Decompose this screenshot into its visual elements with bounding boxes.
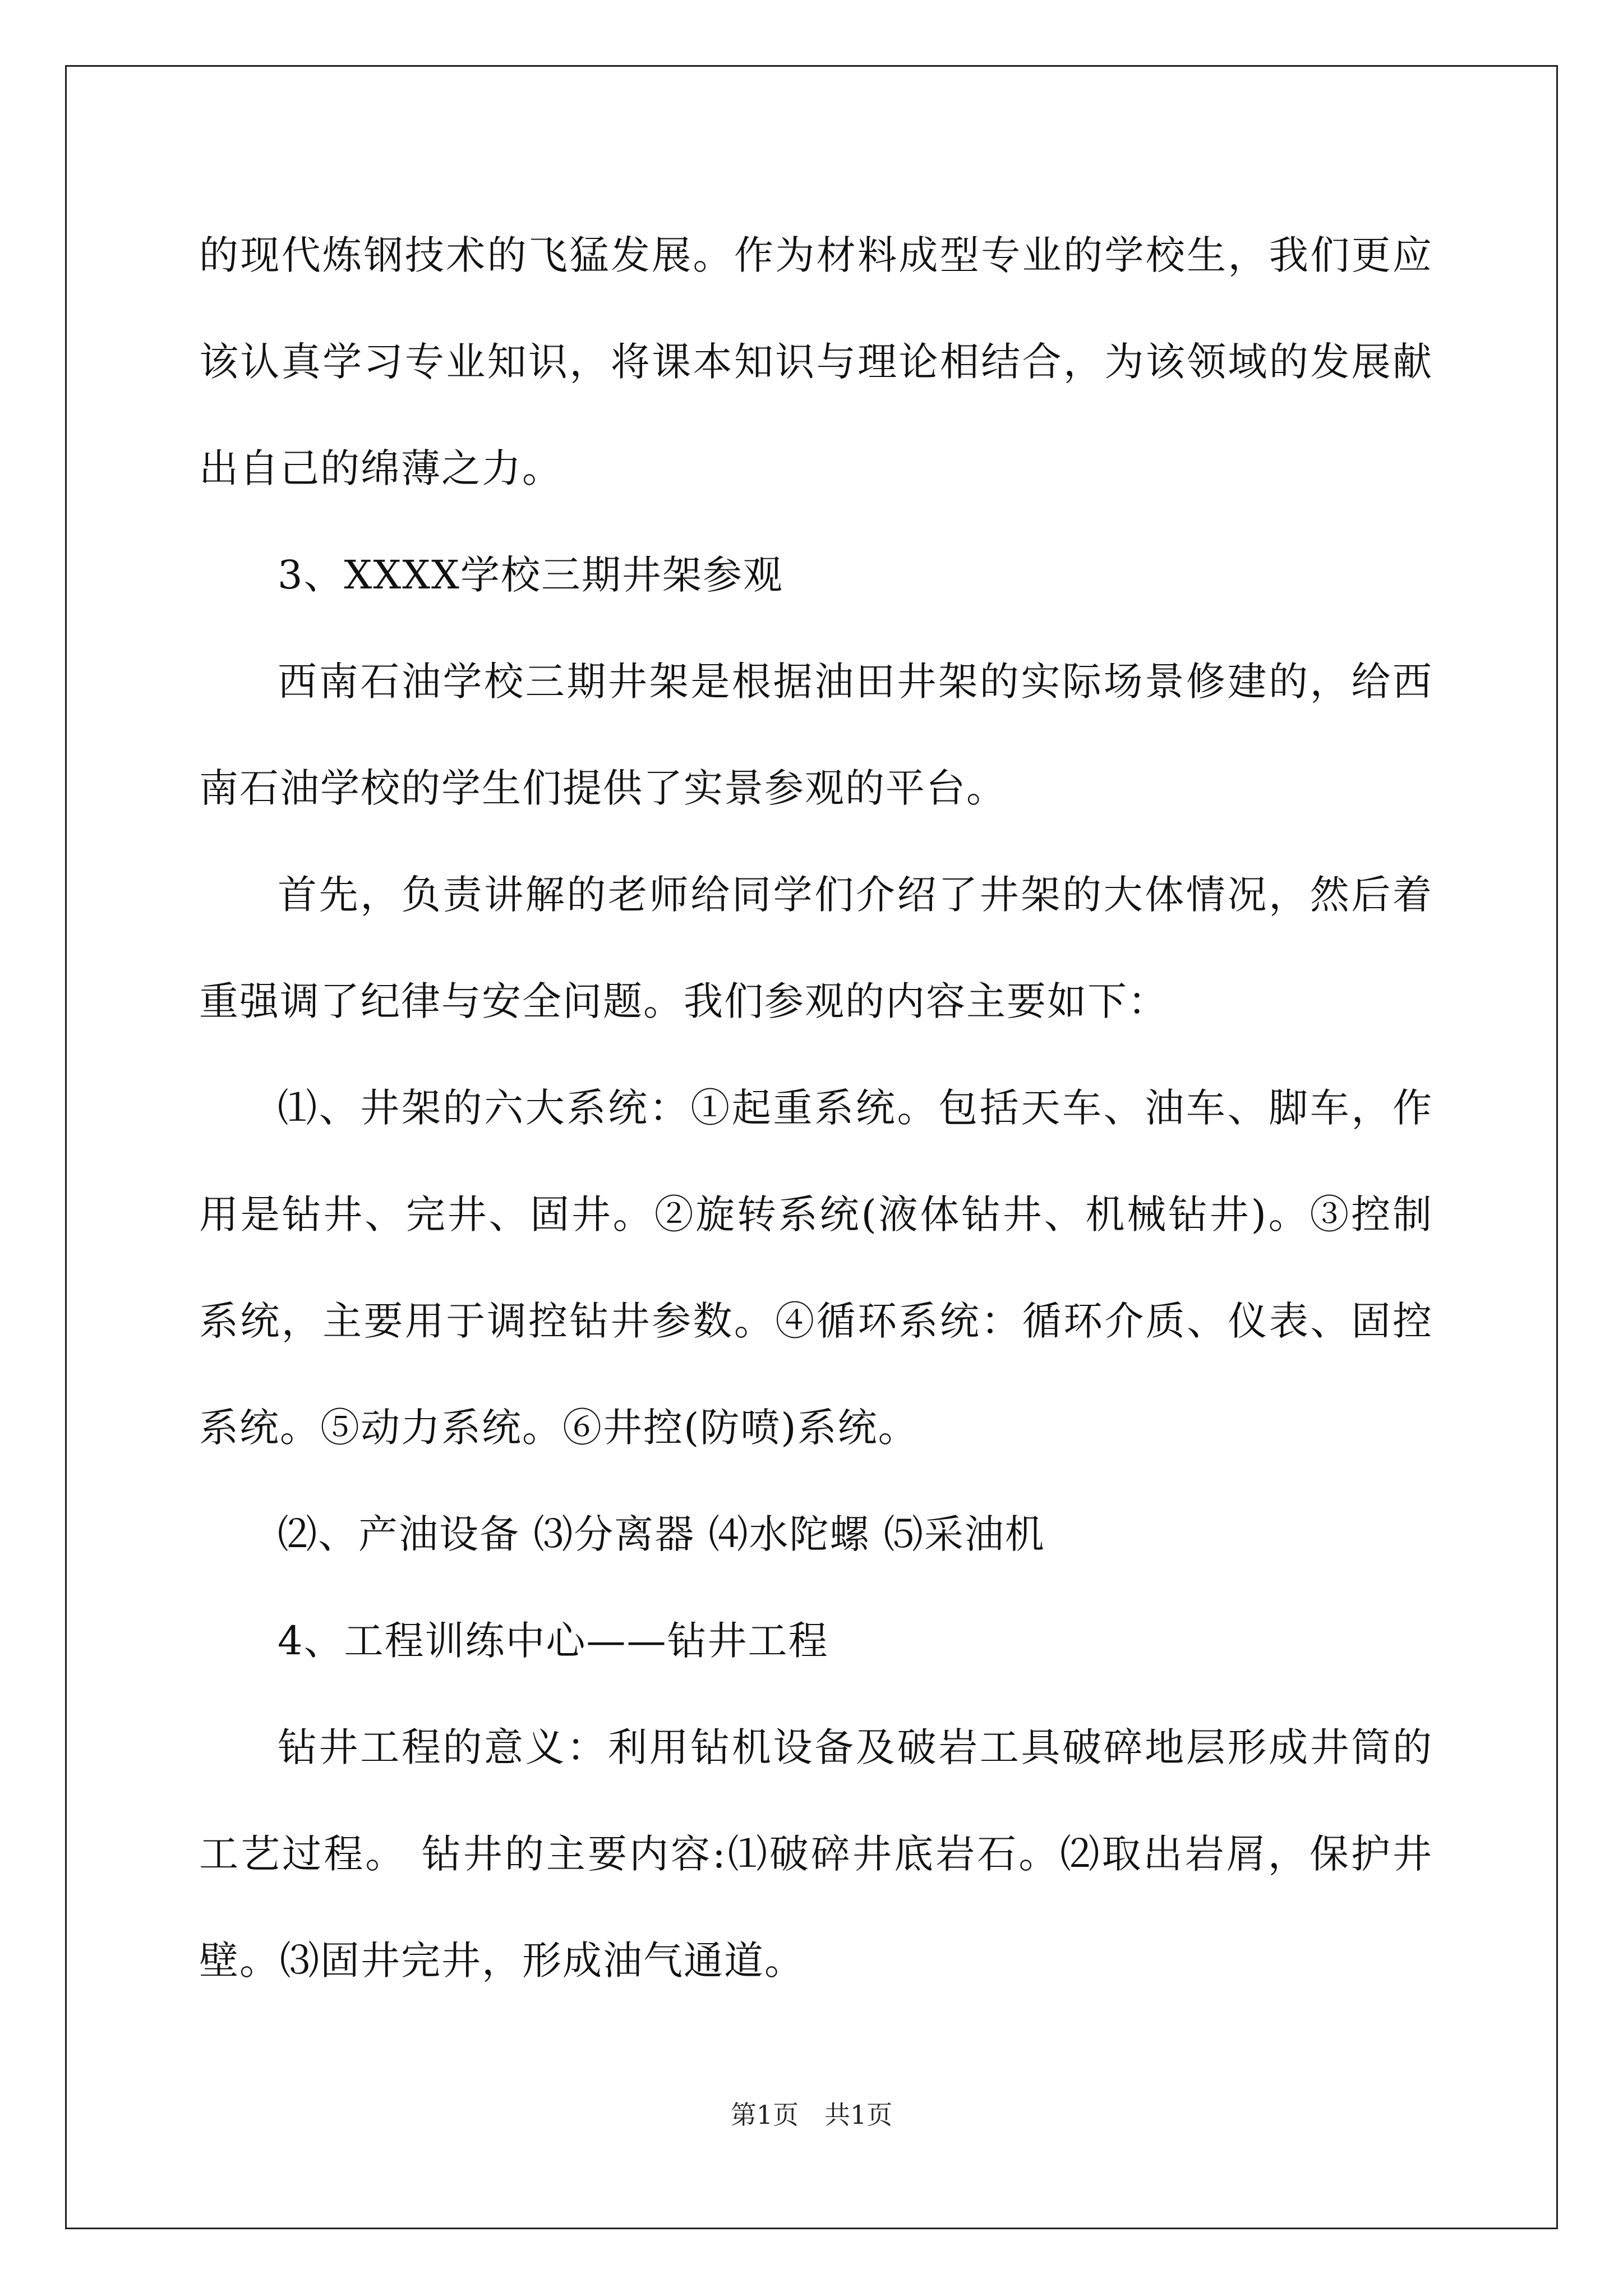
paragraph-equipment-list: ⑵、产油设备 ⑶分离器 ⑷水陀螺 ⑸采油机 [278,1511,1045,1557]
section-heading-3: 3、XXXX学校三期井架参观 [278,552,783,598]
document-body [199,202,1433,2014]
paragraph-drilling-engineering: 钻井工程的意义：利用钻机设备及破岩工具破碎地层形成井筒的工艺过程。 钻井的主要内容:⑴破碎井底岩石。⑵取出岩屑，保护井壁。⑶固井完井，形成油气通道。 [199,1724,1433,1984]
paragraph-visit-overview: 首先，负责讲解的老师给同学们介绍了井架的大体情况，然后着重强调了纪律与安全问题。我们参观的内容主要如下： [199,872,1433,1024]
paragraph-derrick-intro: 西南石油学校三期井架是根据油田井架的实际场景修建的，给西南石油学校的学生们提供了实景参观的平台。 [199,659,1433,811]
paragraph-continuation: 的现代炼钢技术的飞猛发展。作为材料成型专业的学校生，我们更应该认真学习专业知识，将课本知识与理论相结合，为该领域的发展献出自己的绵薄之力。 [199,232,1433,491]
page-number-footer: 第1页 共1页 [730,2100,893,2130]
paragraph-six-systems: ⑴、井架的六大系统：①起重系统。包括天车、油车、脚车，作用是钻井、完井、固井。②旋转系统(液体钻井、机械钻井)。③控制系统，主要用于调控钻井参数。④循环系统：循环介质、仪表、固控系统。⑤动力系统。⑥井控(防喷)系统。 [199,1085,1433,1451]
section-heading-4: 4、工程训练中心——钻井工程 [278,1618,829,1664]
